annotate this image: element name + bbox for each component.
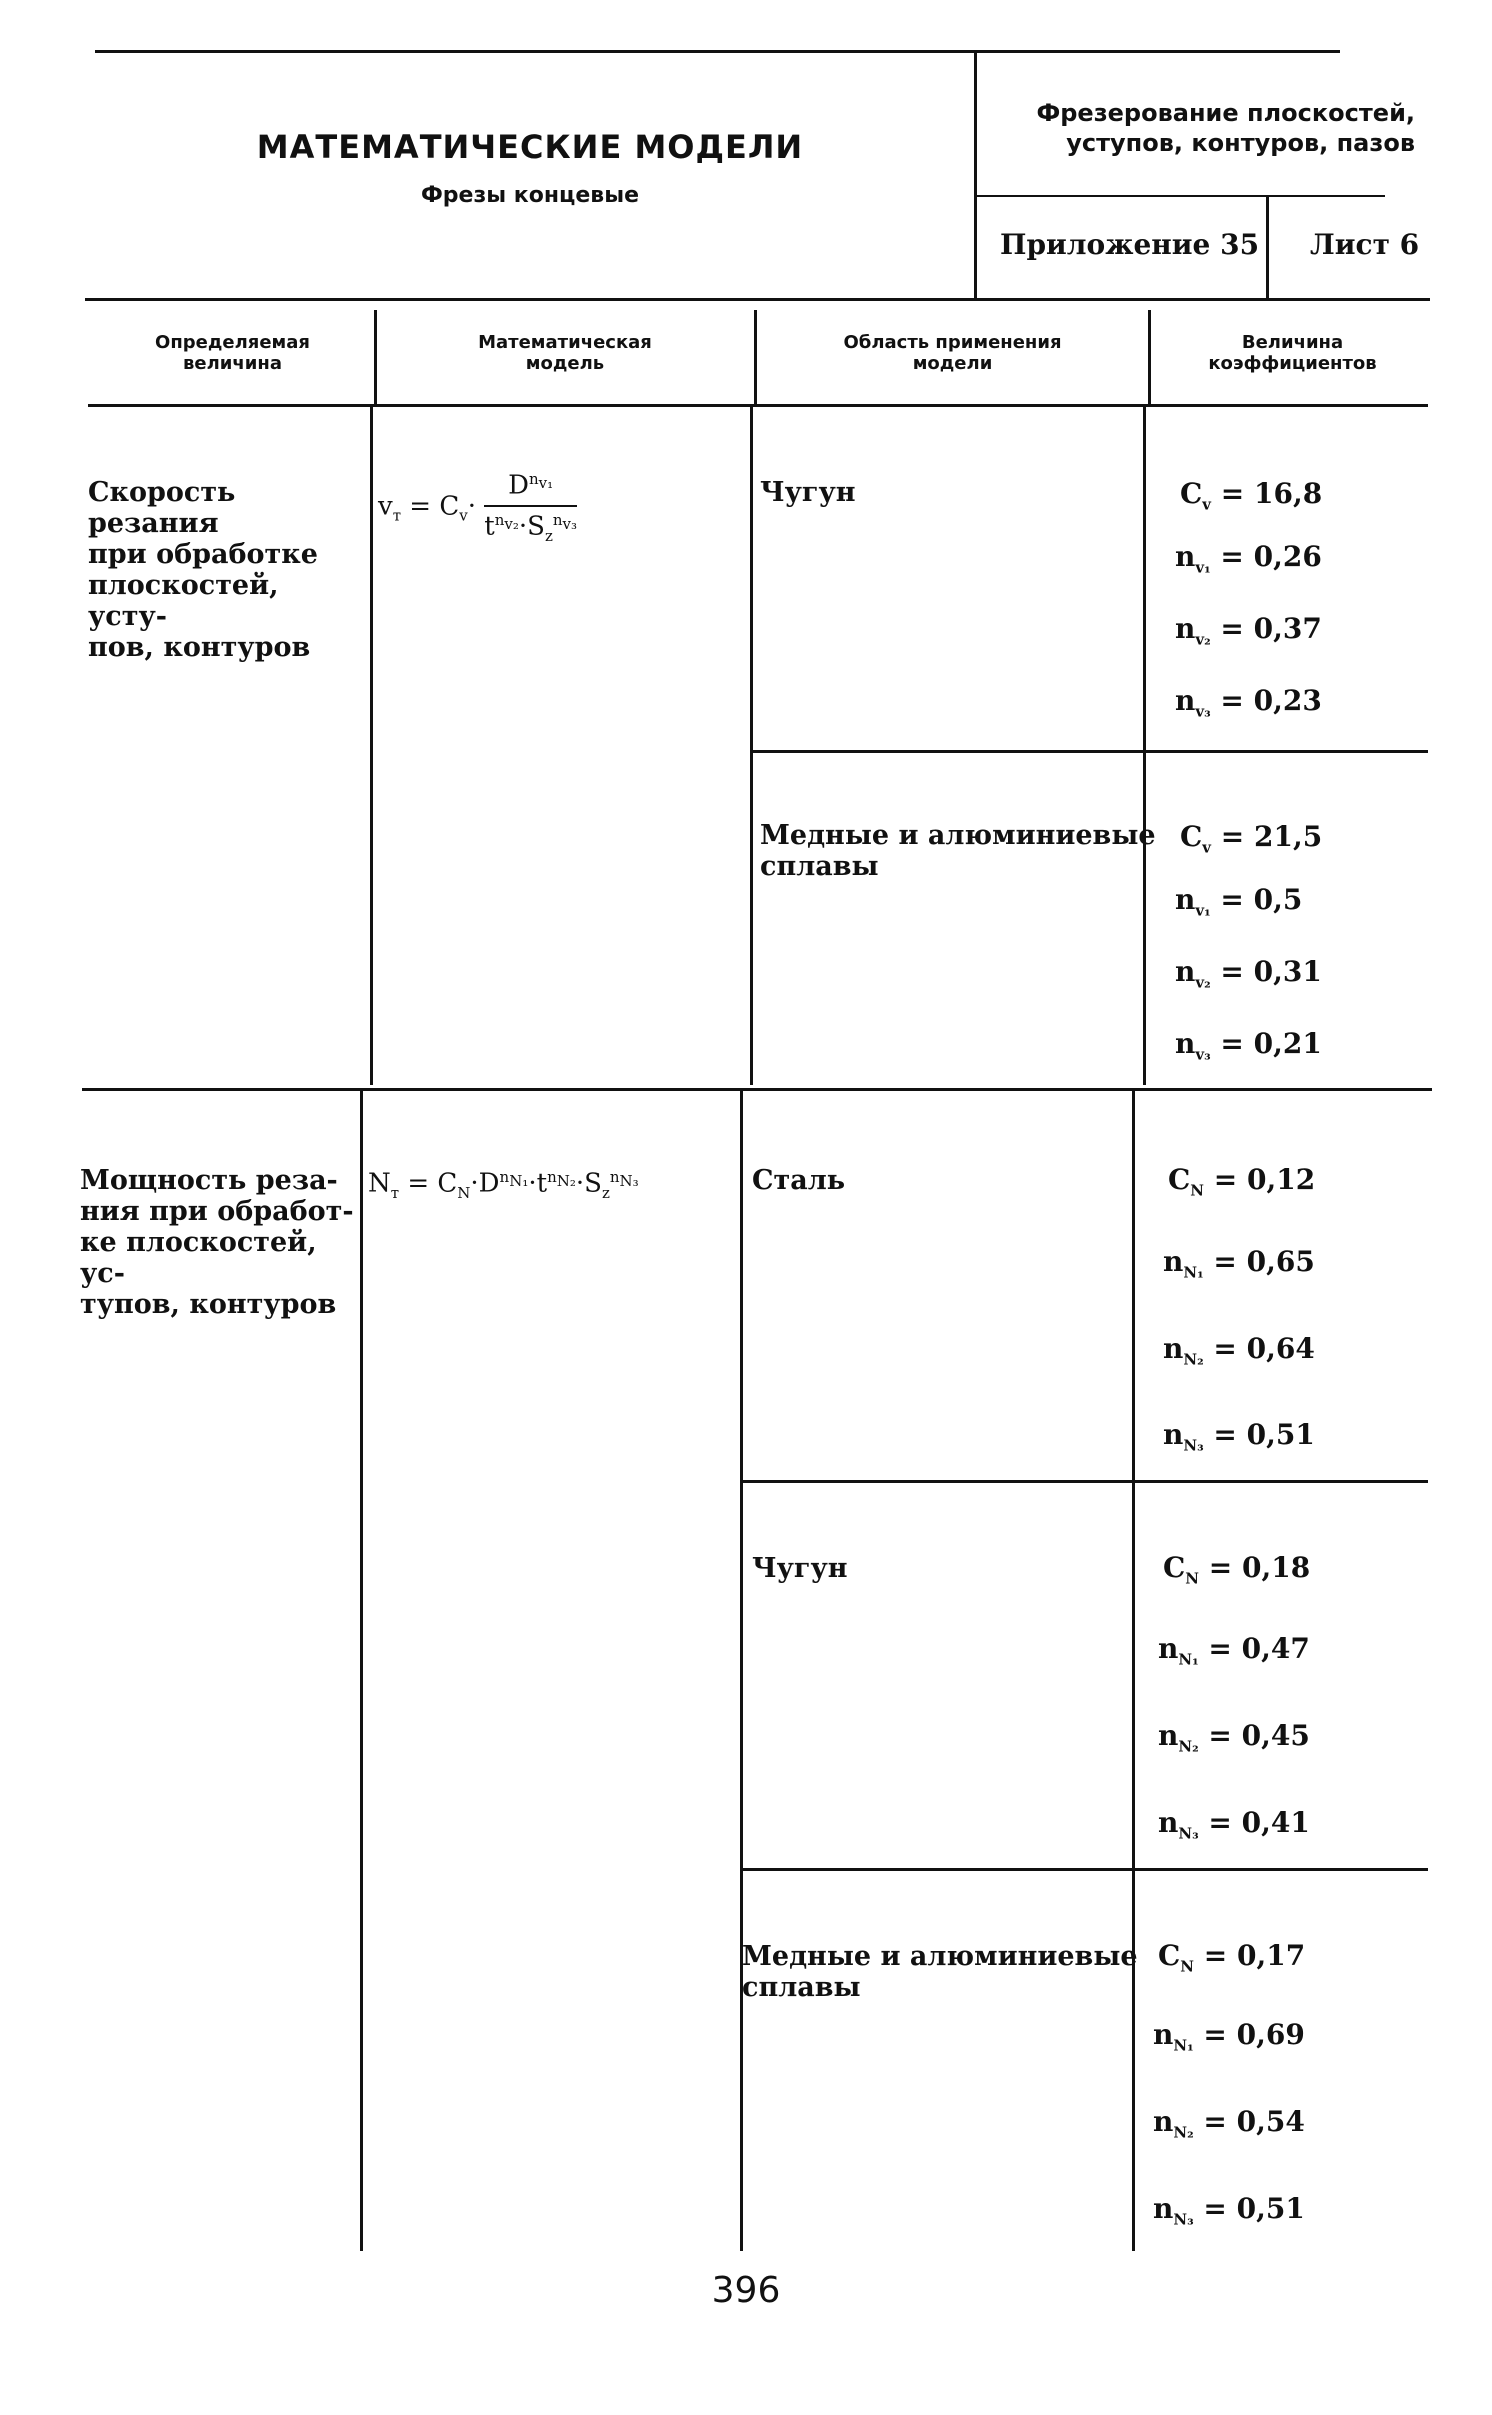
col-sep-3-head [1148, 310, 1151, 405]
sheet-label: Лист 6 [1310, 228, 1420, 261]
row1-area-cast-iron: Чугун [760, 477, 856, 508]
row2-area-steel: Сталь [752, 1165, 846, 1196]
coef-cn: $C_N = 0,17$ [1158, 1939, 1306, 1976]
header-right-mid-rule [977, 195, 1385, 197]
coef-nv1: $n_{v_1} = 0,5$ [1175, 883, 1303, 920]
coef-nv2: $n_{v_2} = 0,31$ [1175, 955, 1322, 992]
page-title: МАТЕМАТИЧЕСКИЕ МОДЕЛИ [256, 128, 804, 166]
page-subtitle: Фрезы концевые [420, 183, 640, 208]
section-title-line2: уступов, контуров, пазов [1066, 129, 1415, 157]
coef-cv: $C_v = 21,5$ [1180, 820, 1323, 857]
row2-formula: $N_т = C_N\cdot D^{n_{N_1}}\cdot t^{n_{N_2}}\cdot S_z^{n_{N_3}}$ [368, 1168, 639, 1202]
row1-col-sep-3 [1143, 407, 1146, 1085]
coef-nn3: $n_{N_3} = 0,51$ [1163, 1418, 1315, 1455]
col-sep-1-head [374, 310, 377, 405]
row-divider [82, 1088, 1432, 1091]
coef-nn3: $n_{N_3} = 0,41$ [1158, 1806, 1310, 1843]
row2-col-sep-2 [740, 1091, 743, 2251]
page-number: 396 [711, 2270, 781, 2311]
row1-quantity: Скорость резания при обработке плоскостей, усту- пов, контуров [88, 477, 318, 663]
coef-nn1: $n_{N_1} = 0,65$ [1163, 1245, 1315, 1282]
coef-cn: $C_N = 0,18$ [1163, 1551, 1311, 1588]
coef-nn1: $n_{N_1} = 0,69$ [1153, 2018, 1305, 2055]
row2-col-sep-3 [1132, 1091, 1135, 2251]
column-header-bottom-rule [88, 404, 1428, 407]
row2-col-sep-1 [360, 1091, 363, 2251]
coef-cn: $C_N = 0,12$ [1168, 1163, 1316, 1200]
coef-nn2: $n_{N_2} = 0,45$ [1158, 1719, 1310, 1756]
row1-col-sep-2 [750, 407, 753, 1085]
coef-nv1: $n_{v_1} = 0,26$ [1175, 540, 1322, 577]
row2-quantity: Мощность реза- ния при обработ- ке плоскостей, ус- тупов, контуров [80, 1165, 354, 1320]
row1-formula: $v_т = C_v\cdot$ $\frac{D^{n_{v_1}}}{t^{n_{v_2}}\cdot S_z^{n_{v_3}}}$ [378, 470, 578, 545]
coef-cv: $C_v = 16,8$ [1180, 477, 1323, 514]
section-title-line1: Фрезерование плоскостей, [1036, 99, 1415, 127]
coef-nn2: $n_{N_2} = 0,54$ [1153, 2105, 1305, 2142]
col-header-model: Математическая модель [478, 332, 652, 374]
header-right-small-divider [1266, 195, 1269, 300]
col-header-coefficients: Величина коэффициентов [1208, 332, 1377, 374]
coef-nv3: $n_{v_3} = 0,23$ [1175, 684, 1322, 721]
header-top-rule [95, 50, 1340, 53]
row2-group-divider-1 [743, 1480, 1428, 1483]
coef-nn3: $n_{N_3} = 0,51$ [1153, 2192, 1305, 2229]
row1-group-divider [753, 750, 1428, 753]
row2-group-divider-2 [743, 1868, 1428, 1871]
header-bottom-rule [85, 298, 1430, 301]
row1-col-sep-1 [370, 407, 373, 1085]
col-sep-2-head [754, 310, 757, 405]
coef-nv3: $n_{v_3} = 0,21$ [1175, 1027, 1322, 1064]
row2-area-copper-aluminium: Медные и алюминиевые сплавы [742, 1941, 1138, 2003]
row1-area-copper-aluminium: Медные и алюминиевые сплавы [760, 820, 1156, 882]
col-header-area: Область применения модели [843, 332, 1062, 374]
speed-fraction: $\frac{D^{n_{v_1}}}{t^{n_{v_2}}\cdot S_z^{n_{v_3}}}$ [484, 470, 578, 545]
coef-nn1: $n_{N_1} = 0,47$ [1158, 1632, 1310, 1669]
coef-nv2: $n_{v_2} = 0,37$ [1175, 612, 1322, 649]
section-title [990, 98, 1415, 158]
row2-area-cast-iron: Чугун [752, 1553, 848, 1584]
header-divider-vertical [974, 50, 977, 300]
appendix-label: Приложение 35 [1000, 228, 1260, 261]
coef-nn2: $n_{N_2} = 0,64$ [1163, 1332, 1315, 1369]
col-header-quantity: Определяемая величина [155, 332, 310, 374]
